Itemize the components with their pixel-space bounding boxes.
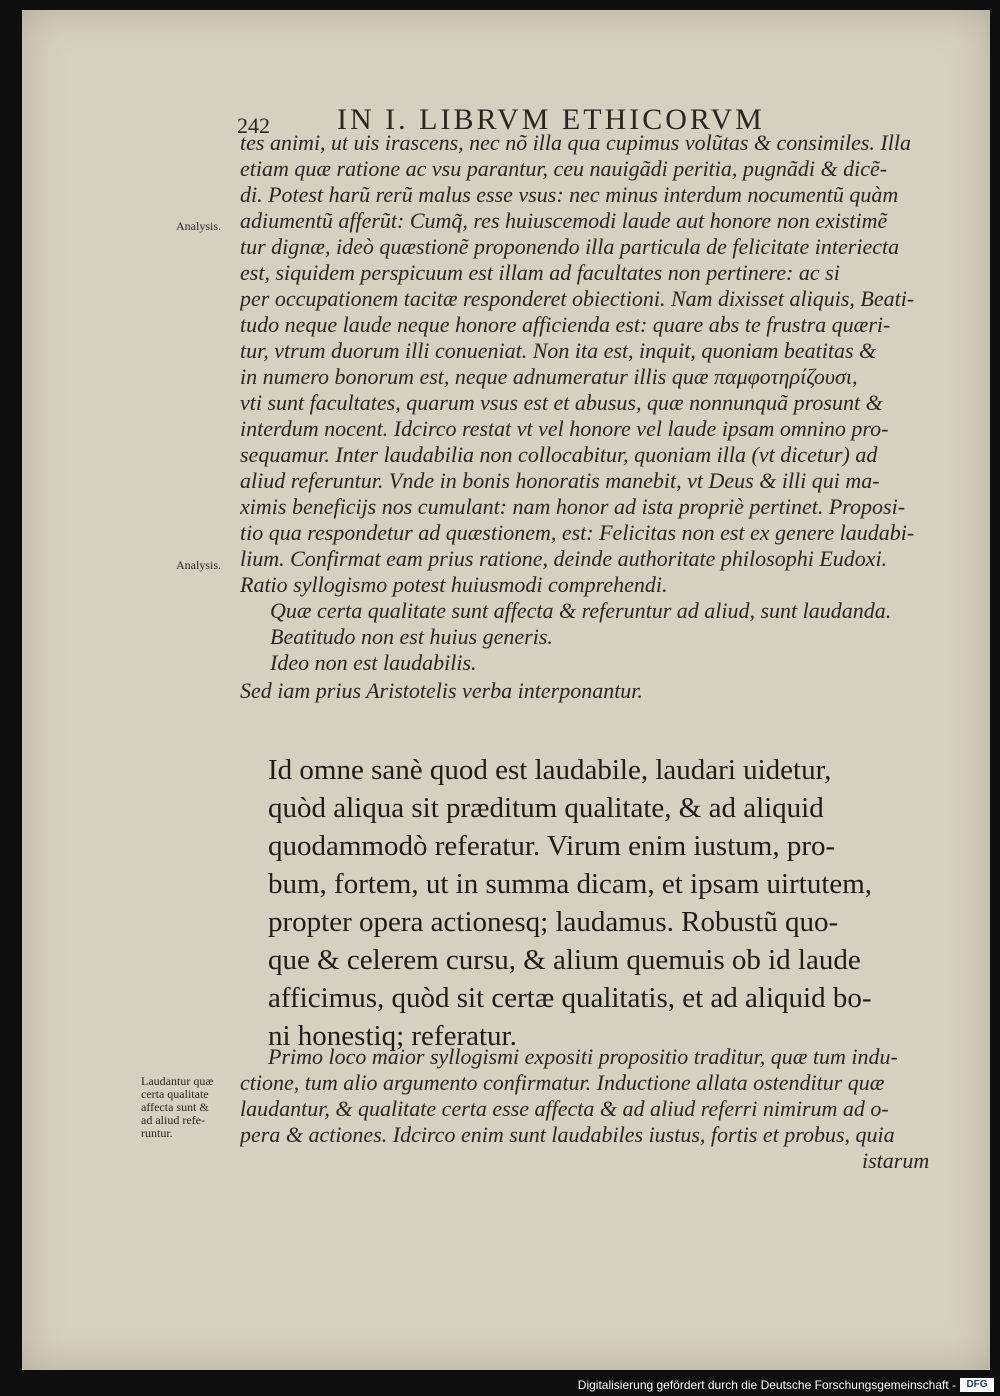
aristotle-line: ni honestiq; referatur. xyxy=(268,1020,517,1052)
commentary-line: ctione, tum alio argumento confirmatur. Inductione allata ostenditur quæ xyxy=(240,1070,885,1095)
page-number: 242 xyxy=(237,113,270,138)
catchword: istarum xyxy=(862,1148,930,1173)
margin-note-analysis: Analysis. xyxy=(176,558,221,572)
aristotle-line: quodammodò referatur. Virum enim iustum, pro- xyxy=(268,830,836,862)
commentary-line: sequamur. Inter laudabilia non collocabitur, quoniam illa (vt dicetur) ad xyxy=(240,442,878,467)
aristotle-line: propter opera actionesq; laudamus. Robustũ quo- xyxy=(268,906,839,938)
commentary-line: laudantur, & qualitate certa esse affecta & ad aliud referri nimirum ad o- xyxy=(240,1096,889,1121)
margin-note-line: runtur. xyxy=(141,1126,173,1140)
commentary-line: tur, vtrum duorum illi conueniat. Non ita est, inquit, quoniam beatitas & xyxy=(240,338,877,363)
commentary-line: tio qua respondetur ad quæstionem, est: Felicitas non est ex genere laudabi- xyxy=(240,520,915,545)
aristotle-line: quòd aliqua sit præditum qualitate, & ad aliquid xyxy=(268,792,824,824)
aristotle-line: afficimus, quòd sit certæ qualitatis, et ad aliquid bo- xyxy=(268,982,872,1014)
running-title: IN I. LIBRVM ETHICORVM xyxy=(337,103,765,136)
commentary-line: est, siquidem perspicuum est illam ad facultates non pertinere: ac si xyxy=(240,260,840,285)
dfg-logo: DFG xyxy=(960,1378,994,1392)
commentary-line: etiam quæ ratione ac vsu parantur, ceu nauigãdi peritia, pugnãdi & dicẽ- xyxy=(240,156,888,181)
commentary-line: Primo loco maior syllogismi expositi propositio traditur, quæ tum indu- xyxy=(268,1044,898,1069)
commentary-line: tudo neque laude neque honore afficienda est: quare abs te frustra quæri- xyxy=(240,312,891,337)
margin-note-line: ad aliud refe- xyxy=(141,1113,205,1127)
margin-note-line: affecta sunt & xyxy=(141,1100,209,1114)
margin-note-analysis: Analysis. xyxy=(176,219,221,233)
commentary-line: in numero bonorum est, neque adnumeratur illis quæ παμφοτηρίζουσι, xyxy=(240,364,858,389)
margin-note-line: certa qualitate xyxy=(141,1087,209,1101)
transition-line: Sed iam prius Aristotelis verba interponantur. xyxy=(240,678,643,703)
syllogism-minor-premise: Beatitudo non est huius generis. xyxy=(270,624,553,649)
commentary-line: aliud referuntur. Vnde in bonis honoratis manebit, vt Deus & illi qui ma- xyxy=(240,468,880,493)
commentary-line: tes animi, ut uis irascens, nec nõ illa qua cupimus volũtas & consimiles. Illa xyxy=(240,130,911,155)
funding-notice: Digitalisierung gefördert durch die Deutsche Forschungsgemeinschaft - xyxy=(577,1378,956,1392)
syllogism-major-premise: Quæ certa qualitate sunt affecta & referuntur ad aliud, sunt laudanda. xyxy=(270,598,892,623)
aristotle-line: bum, fortem, ut in summa dicam, et ipsam uirtutem, xyxy=(268,868,873,900)
margin-note-laudantur xyxy=(141,1075,213,1140)
commentary-line: ximis beneficijs nos cumulant: nam honor ad ista propriè pertinet. Proposi- xyxy=(240,494,906,519)
commentary-line: di. Potest harũ rerũ malus esse vsus: nec minus interdum nocumentũ quàm xyxy=(240,182,899,207)
digitization-footer xyxy=(0,1374,1000,1396)
syllogism-conclusion: Ideo non est laudabilis. xyxy=(270,650,477,675)
margin-note-line: Laudantur quæ xyxy=(141,1074,214,1088)
commentary-line: vti sunt facultates, quarum vsus est et abusus, quæ nonnunquã prosunt & xyxy=(240,390,883,415)
commentary-line: tur dignæ, ideò quæstionẽ proponendo illa particula de felicitate interiecta xyxy=(240,234,900,259)
commentary-line: lium. Confirmat eam prius ratione, deinde authoritate philosophi Eudoxi. xyxy=(240,546,888,571)
aristotle-line: que & celerem cursu, & alium quemuis ob id laude xyxy=(268,944,861,976)
commentary-line: per occupationem tacitæ responderet obiectioni. Nam dixisset aliquis, Beati- xyxy=(240,286,915,311)
commentary-line: adiumentũ afferũt: Cumq̃, res huiuscemodi laude aut honore non existimẽ xyxy=(240,208,888,233)
commentary-line: pera & actiones. Idcirco enim sunt laudabiles iustus, fortis et probus, quia xyxy=(240,1122,895,1147)
aristotle-line: Id omne sanè quod est laudabile, laudari uidetur, xyxy=(268,754,832,786)
commentary-line: Ratio syllogismo potest huiusmodi comprehendi. xyxy=(240,572,668,597)
commentary-line: interdum nocent. Idcirco restat vt vel honore vel laude ipsam omnino pro- xyxy=(240,416,889,441)
